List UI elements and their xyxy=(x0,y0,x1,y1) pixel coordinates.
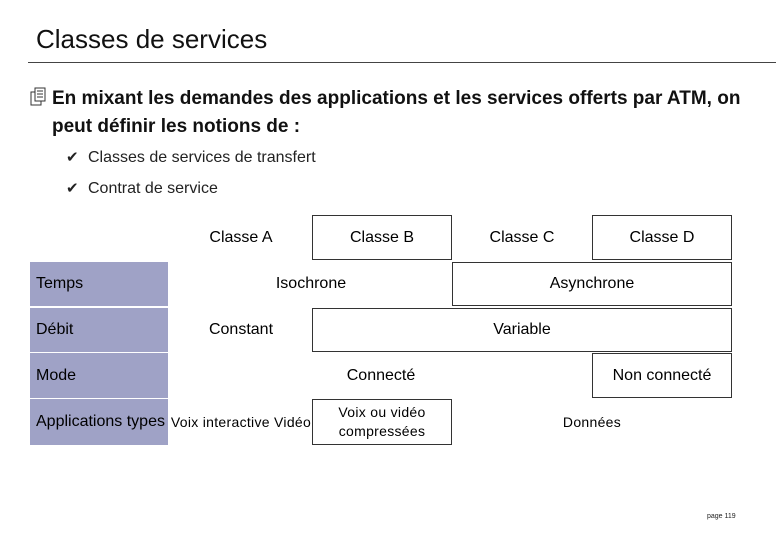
document-bullet-icon xyxy=(30,87,46,107)
checkmark-icon: ✔︎ xyxy=(66,149,79,166)
row-label-mode: Mode xyxy=(30,353,168,398)
cell-isochrone: Isochrone xyxy=(275,275,347,292)
sub-item-contrat: ✔︎ Contrat de service xyxy=(66,180,218,197)
cell-voix-interactive: Voix interactive Vidéo xyxy=(170,413,312,430)
bullet-text: En mixant les demandes des applications et les services offerts par ATM, on peut définir les notions de : xyxy=(52,88,741,137)
header-classe-d: Classe D xyxy=(592,215,732,260)
row-label-temps: Temps xyxy=(30,262,168,306)
cell-voix-compressees: Voix ou vidéo compressées xyxy=(312,399,452,445)
cell-non-connecte: Non connecté xyxy=(592,353,732,398)
sub-item-classes: ✔︎ Classes de services de transfert xyxy=(66,149,316,166)
header-classe-c: Classe C xyxy=(489,228,555,246)
title-divider xyxy=(28,62,776,63)
header-classe-a: Classe A xyxy=(209,228,273,246)
slide-title: Classes de services xyxy=(36,24,268,54)
cell-constant: Constant xyxy=(208,321,274,338)
cell-variable: Variable xyxy=(312,308,732,352)
row-label-applications: Applications types xyxy=(30,399,168,445)
cell-asynchrone: Asynchrone xyxy=(452,262,732,306)
checkmark-icon: ✔︎ xyxy=(66,180,79,197)
page-number: page 119 xyxy=(707,513,736,520)
row-label-debit: Débit xyxy=(30,308,168,352)
cell-connecte: Connecté xyxy=(346,366,416,384)
cell-donnees: Données xyxy=(562,413,622,430)
header-classe-b: Classe B xyxy=(312,215,452,260)
